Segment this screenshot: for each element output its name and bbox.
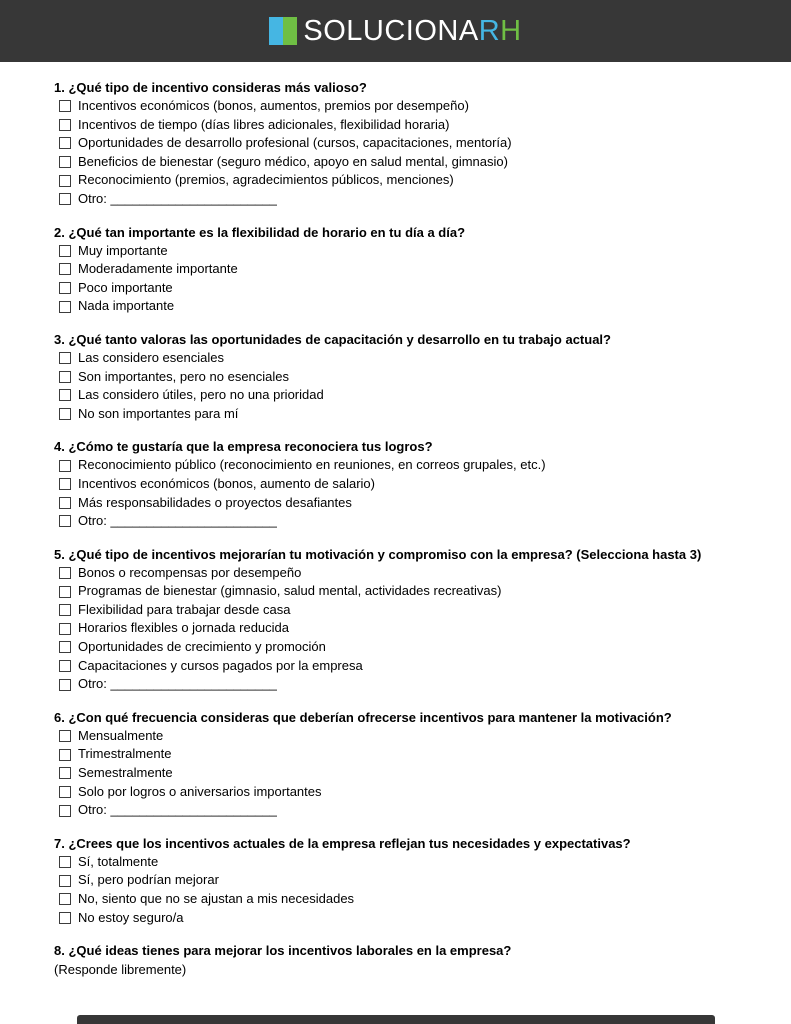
option-row[interactable] [54,279,771,298]
option-row[interactable] [54,97,771,116]
option-row[interactable] [54,153,771,172]
checkbox-icon[interactable] [59,193,71,205]
option-label: Reconocimiento público (reconocimiento en reuniones, en correos grupales, etc.) [78,457,546,473]
question-title: 3. ¿Qué tanto valoras las oportunidades de capacitación y desarrollo en tu trabajo actual? [54,331,611,347]
option-row[interactable] [54,853,771,872]
option-row[interactable] [54,190,771,209]
question-note: (Responde libremente) [54,962,187,978]
checkbox-icon[interactable] [59,893,71,905]
option-row[interactable] [54,619,771,638]
option-label: Bonos o recompensas por desempeño [78,564,302,580]
question-block [54,834,771,927]
checkbox-icon[interactable] [59,786,71,798]
option-label: No, siento que no se ajustan a mis necesidades [78,891,355,906]
logo-text [303,14,522,47]
option-label: Solo por logros o aniversarios importantes [78,783,322,799]
option-label: Las considero útiles, pero no una prioridad [78,387,324,403]
option-row[interactable] [54,764,771,783]
solucionarh-logo [269,14,522,47]
checkbox-icon[interactable] [59,623,71,635]
option-row[interactable] [54,494,771,513]
option-row[interactable] [54,116,771,135]
checkbox-icon[interactable] [59,586,71,598]
checkbox-icon[interactable] [59,408,71,420]
checkbox-icon[interactable] [59,767,71,779]
question-title: 5. ¿Qué tipo de incentivos mejorarían tu motivación y compromiso con la empresa? (Selecciona hasta 3) [54,546,702,562]
checkbox-icon[interactable] [59,604,71,616]
option-label: Mensualmente [78,727,164,743]
option-label: Otro: _______________________ [78,513,277,529]
option-label: Horarios flexibles o jornada reducida [78,620,290,636]
question-title: 2. ¿Qué tan importante es la flexibilidad de horario en tu día a día? [54,224,466,240]
option-label: Capacitaciones y cursos pagados por la empresa [78,657,363,673]
checkbox-icon[interactable] [59,805,71,817]
option-row[interactable] [54,801,771,820]
question-title: 1. ¿Qué tipo de incentivo consideras más valioso? [54,80,367,95]
question-block [54,78,771,209]
survey-body [0,62,791,979]
logo-text-r: R [478,14,501,47]
option-row[interactable] [54,909,771,928]
checkbox-icon[interactable] [59,515,71,527]
checkbox-icon[interactable] [59,282,71,294]
option-row[interactable] [54,456,771,475]
option-row[interactable] [54,260,771,279]
option-row[interactable] [54,657,771,676]
question-block [54,223,771,316]
logo-icon-green-half [283,17,297,45]
option-label: Poco importante [78,279,173,295]
option-row[interactable] [54,871,771,890]
option-label: Incentivos de tiempo (días libres adicionales, flexibilidad horaria) [78,116,450,132]
option-row[interactable] [54,368,771,387]
logo-icon-blue-half [269,17,283,45]
option-row[interactable] [54,349,771,368]
question-title: 8. ¿Qué ideas tienes para mejorar los incentivos laborales en la empresa? [54,943,512,959]
option-label: Oportunidades de crecimiento y promoción [78,639,326,655]
question-block [54,437,771,530]
option-label: Nada importante [78,298,175,314]
option-row[interactable] [54,675,771,694]
question-title: 6. ¿Con qué frecuencia consideras que deberían ofrecerse incentivos para mantener la motivación? [54,709,672,725]
option-row[interactable] [54,297,771,316]
checkbox-icon[interactable] [59,371,71,383]
option-row[interactable] [54,171,771,190]
checkbox-icon[interactable] [59,679,71,691]
option-row[interactable] [54,405,771,424]
option-label: Reconocimiento (premios, agradecimientos públicos, menciones) [78,172,454,188]
option-row[interactable] [54,601,771,620]
checkbox-icon[interactable] [59,749,71,761]
checkbox-icon[interactable] [59,175,71,187]
checkbox-icon[interactable] [59,875,71,887]
option-label: Incentivos económicos (bonos, aumentos, premios por desempeño) [78,98,469,113]
logo-text-h: H [500,14,522,47]
option-label: Beneficios de bienestar (seguro médico, apoyo en salud mental, gimnasio) [78,153,508,169]
checkbox-icon[interactable] [59,263,71,275]
checkbox-icon[interactable] [59,156,71,168]
option-label: Trimestralmente [78,746,172,762]
checkbox-icon[interactable] [59,856,71,868]
checkbox-icon[interactable] [59,567,71,579]
checkbox-icon[interactable] [59,352,71,364]
checkbox-icon[interactable] [59,137,71,149]
next-page-edge-bar [77,1015,715,1024]
option-row[interactable] [54,386,771,405]
option-label: Las considero esenciales [78,349,224,365]
checkbox-icon[interactable] [59,641,71,653]
option-label: Flexibilidad para trabajar desde casa [78,601,291,617]
checkbox-icon[interactable] [59,912,71,924]
option-row[interactable] [54,727,771,746]
option-row[interactable] [54,745,771,764]
option-row[interactable] [54,475,771,494]
checkbox-icon[interactable] [59,497,71,509]
header-bar [0,0,791,62]
question-block [54,330,771,423]
question-title: 4. ¿Cómo te gustaría que la empresa reconociera tus logros? [54,439,433,455]
option-row[interactable] [54,134,771,153]
checkbox-icon[interactable] [59,245,71,257]
option-label: Semestralmente [78,765,173,781]
option-label: Sí, totalmente [78,853,159,869]
checkbox-icon[interactable] [59,660,71,672]
checkbox-icon[interactable] [59,460,71,472]
option-row[interactable] [54,512,771,531]
option-label: Otro: _______________________ [78,676,277,692]
question-block [54,941,771,979]
option-row[interactable] [54,564,771,583]
logo-text-main: SOLUCIONA [303,14,479,47]
option-row[interactable] [54,638,771,657]
option-label: Oportunidades de desarrollo profesional (cursos, capacitaciones, mentoría) [78,135,512,151]
option-label: Sí, pero podrían mejorar [78,872,219,888]
checkbox-icon[interactable] [59,301,71,313]
solucionarh-logo-icon [269,17,297,45]
checkbox-icon[interactable] [59,730,71,742]
option-label: Más responsabilidades o proyectos desafiantes [78,494,352,510]
option-label: Otro: _______________________ [78,802,277,818]
option-row[interactable] [54,783,771,802]
question-block [54,545,771,694]
option-row[interactable] [54,890,771,909]
option-row[interactable] [54,242,771,261]
option-label: No son importantes para mí [78,405,239,421]
checkbox-icon[interactable] [59,478,71,490]
option-row[interactable] [54,582,771,601]
option-label: No estoy seguro/a [78,909,184,925]
checkbox-icon[interactable] [59,389,71,401]
checkbox-icon[interactable] [59,119,71,131]
option-label: Programas de bienestar (gimnasio, salud mental, actividades recreativas) [78,583,502,599]
question-block [54,708,771,820]
option-label: Moderadamente importante [78,261,238,277]
question-title: 7. ¿Crees que los incentivos actuales de la empresa reflejan tus necesidades y expectativas? [54,835,631,851]
checkbox-icon[interactable] [59,100,71,112]
option-label: Son importantes, pero no esenciales [78,368,290,384]
option-label: Incentivos económicos (bonos, aumento de salario) [78,475,375,491]
option-label: Muy importante [78,242,168,258]
option-label: Otro: _______________________ [78,190,277,206]
